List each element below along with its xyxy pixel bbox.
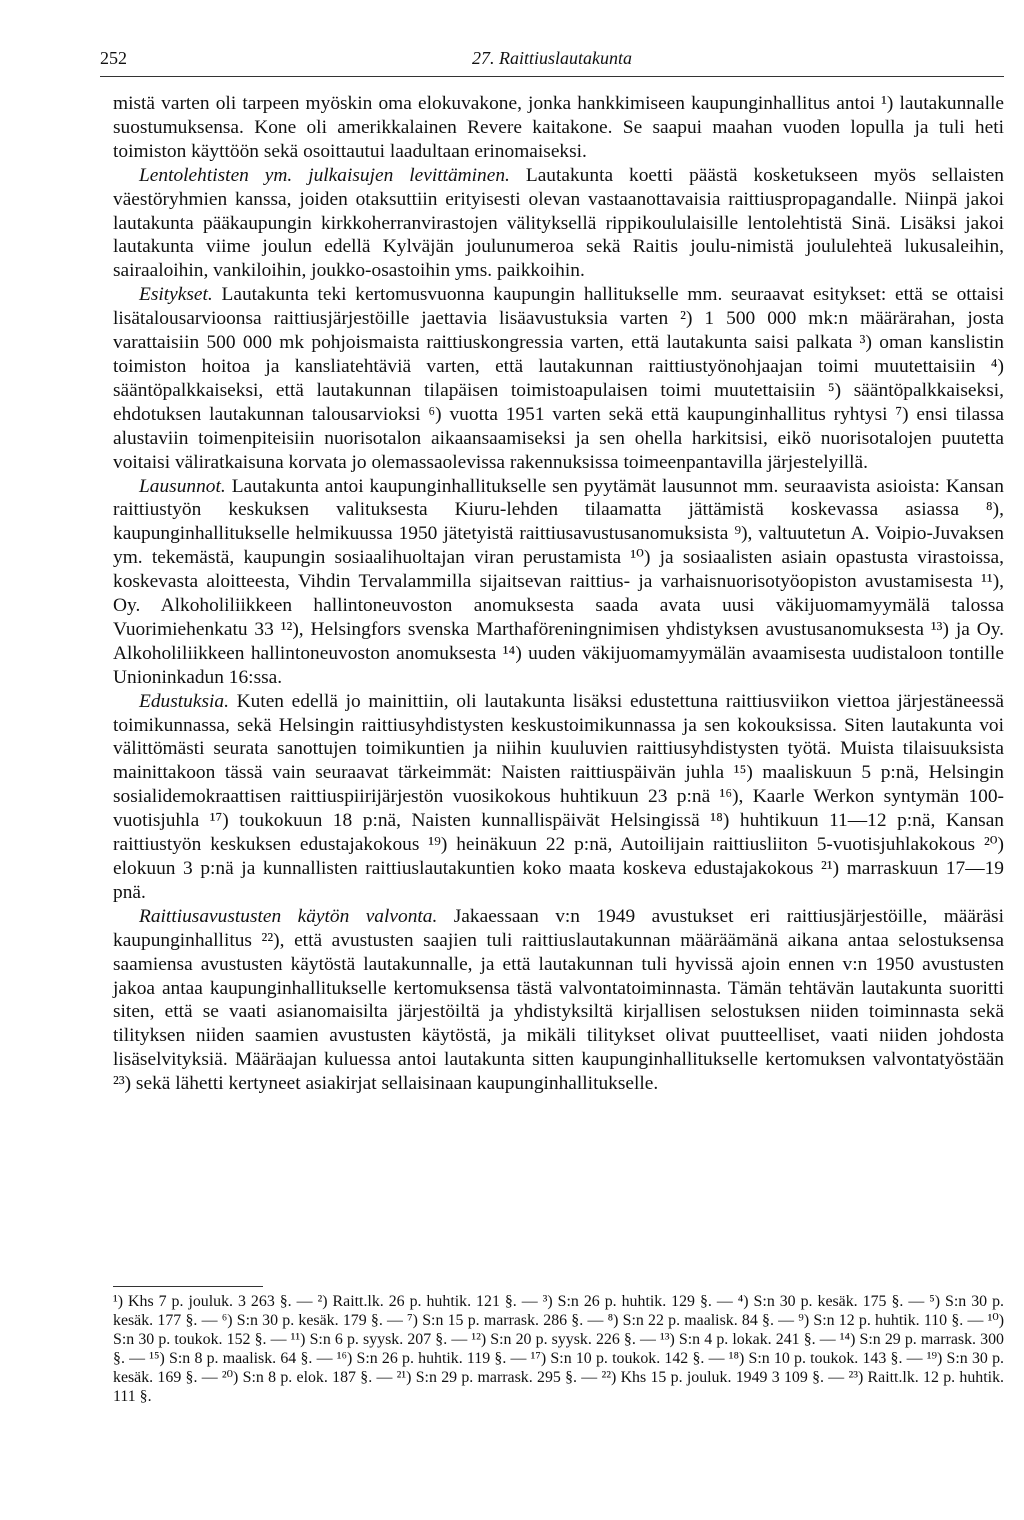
paragraph-text: Lautakunta teki kertomusvuonna kaupungin hallitukselle mm. seuraavat esitykset: että se ottaisi lisätalousarvioonsa raittiusjärjestöille jaettavia lisäavustuksia varten ²) 1 500 000 mk:n määrärahan, josta varattaisiin 500 000 mk pohjoismaista raittiuskongressia varten, että lautakunta saisi palkata ³) oman kanslistin toimiston hoitoa ja kansliatehtäviä varten, että lautakunnan raittiustyönohjaajan toimi muutettaisiin ⁴) sääntöpalkkaiseksi, että lautakunnan tilapäisen toimistoapulaisen toimi muutettaisiin ⁵) sääntöpalkkaiseksi, ehdotuksen lautakunnan talousarvioksi ⁶) vuotta 1951 varten sekä että kaupunginhallitus ryhtysi ⁷) ensi tilassa alustaviin toimenpiteisiin nuorisotalon aikaansaamiseksi ja sen ohella harkitsisi, eikö nuorisotalojen puutetta voitaisi väliratkaisuna korvata jo olemassaolevissa rakennuksissa toimeenpantavilla järjestelyillä. — [113, 284, 1004, 473]
footnotes — [113, 1293, 1004, 1406]
paragraph — [113, 164, 1004, 284]
page-header — [100, 44, 1004, 77]
body-text — [113, 92, 1004, 1096]
paragraph — [113, 92, 1004, 164]
section-heading: Edustuksia. — [139, 690, 229, 712]
section-heading: Lentolehtisten ym. julkaisujen levittäminen. — [139, 164, 510, 186]
paragraph — [113, 283, 1004, 474]
section-heading: Lausunnot. — [139, 475, 226, 497]
paragraph-text: Lautakunta antoi kaupunginhallitukselle sen pyytämät lausunnot mm. seuraavista asioista: Kansan raittiustyön keskuksen valituksesta Kiuru-lehden tilaamatta jättämistä koskevassa asiassa ⁸), kaupunginhallitukselle helmikuussa 1950 jätetyistä raittiusavustusanomuksista ⁹), valtuutetun A. Voipio-Juvaksen ym. tekemästä, kaupungin sosiaalihuoltajan viran perustamista ¹⁰) ja sosiaalisten asiain opastusta virastoissa, koskevasta aloitteesta, Vihdin Tervalammilla sijaitsevan raittius- ja varhaisnuorisotyöopiston avustamisesta ¹¹), Oy. Alkoholiliikkeen hallintoneuvoston anomuksesta saada avata uusi väkijuomamyymälä talossa Vuorimiehenkatu 33 ¹²), Helsingfors svenska Marthaföreningnimisen yhdistyksen avustusanomuksesta ¹³) ja Oy. Alkoholiliikkeen hallintoneuvoston anomuksesta ¹⁴) uuden väkijuomamyymälän avaamisesta uudistaloon tontille Unioninkadun 16:ssa. — [113, 475, 1004, 688]
page-number: 252 — [100, 48, 127, 68]
footnote-divider — [113, 1286, 263, 1287]
paragraph-text: Kuten edellä jo mainittiin, oli lautakunta lisäksi edustettuna raittiusviikon viettoa järjestäneessä toimikunnassa, sekä Helsingin raittiusyhdistysten keskustoimikunnassa ja sen kokouksissa. Siten lautakunta voi välittömästi seurata sanottujen toimikuntien ja niihin kuuluvien raittiusyhdistysten työtä. Muista tilaisuuksista mainittakoon tässä vain seuraavat tärkeimmät: Naisten raittiuspäivän juhla ¹⁵) maaliskuun 5 p:nä, Helsingin sosialidemokraattisen raittiuspiirijärjestön vuosikokous huhtikuun 23 p:nä ¹⁶), Kaarle Werkon syntymän 100-vuotisjuhla ¹⁷) toukokuun 18 p:nä, Naisten kunnallispäivät Helsingissä ¹⁸) huhtikuun 11—12 p:nä, Kansan raittiustyön keskuksen edustajakokous ¹⁹) heinäkuun 22 p:nä, Autoilijain raittiusliiton 5-vuotisjuhlakokous ²⁰) elokuun 3 p:nä ja kunnallisten raittiuslautakuntien koko maata koskeva edustajakokous ²¹) marraskuun 17—19 pnä. — [113, 690, 1004, 903]
paragraph-text: Lautakunta koetti päästä kosketukseen myös sellaisten väestöryhmien kanssa, joiden otaksuttiin erityisesti olevan vastaanottavaisia raittiuspropagandalle. Niinpä jakoi lautakunta pääkaupungin kirkkoherranvirastojen välityksellä rippikoululaisille lentolehtistä Sinä. Lisäksi jakoi lautakunta viime joulun edellä Kylväjän joulunumeroa sekä Raitis joulu-nimistä joululehteä lukusaleihin, sairaaloihin, vankiloihin, joukko-osastoihin yms. paikkoihin. — [113, 164, 1004, 282]
paragraph-text: Jakaessaan v:n 1949 avustukset eri raittiusjärjestöille, määräsi kaupunginhallitus ²²), että avustusten saajien tuli raittiuslautakunnan määräämänä aikana antaa selostuksensa saamiensa avustusten käytöstä lautakunnalle, ja että lautakunnan tuli hyvissä ajoin ennen v:n 1950 avustusten jakoa antaa kaupunginhallitukselle kertomuksensa tästä valvontatoiminnasta. Tämän tehtävän lautakunta suoritti siten, että se vaati asianomaisilta järjestöiltä ja yhdistyksiltä kirjallisen selostuksen niiden toiminnasta sekä tilityksen niiden saamien avustusten käytöstä, ja mikäli tilitykset olivat puutteelliset, vaati niiden johdosta lisäselvityksiä. Määräajan kuluessa antoi lautakunta sitten kaupunginhallitukselle kertomuksen valvontatyöstään ²³) sekä lähetti kertyneet asiakirjat sellaisinaan kaupunginhallitukselle. — [113, 905, 1004, 1095]
running-head: 27. Raittiuslautakunta — [472, 48, 632, 68]
paragraph-text: mistä varten oli tarpeen myöskin oma elokuvakone, jonka hankkimiseen kaupunginhallitus antoi ¹) lautakunnalle suostumuksensa. Kone oli amerikkalainen Revere kaitakone. Se saapui maahan vuoden lopulla ja tuli heti toimiston käyttöön sekä osoittautui laadultaan erinomaiseksi. — [113, 93, 1004, 162]
paragraph — [113, 905, 1004, 1096]
paragraph — [113, 475, 1004, 690]
footnote-text: ¹) Khs 7 p. jouluk. 3 263 §. — ²) Raitt.lk. 26 p. huhtik. 121 §. — ³) S:n 26 p. huhtik. 129 §. — ⁴) S:n 30 p. kesäk. 175 §. — ⁵) S:n 30 p. kesäk. 177 §. — ⁶) S:n 30 p. kesäk. 179 §. — ⁷) S:n 15 p. marrask. 286 §. — ⁸) S:n 22 p. maalisk. 84 §. — ⁹) S:n 12 p. huhtik. 110 §. — ¹⁰) S:n 30 p. toukok. 152 §. — ¹¹) S:n 6 p. syysk. 207 §. — ¹²) S:n 20 p. syysk. 226 §. — ¹³) S:n 4 p. lokak. 241 §. — ¹⁴) S:n 29 p. marrask. 300 §. — ¹⁵) S:n 8 p. maalisk. 64 §. — ¹⁶) S:n 26 p. huhtik. 119 §. — ¹⁷) S:n 10 p. toukok. 142 §. — ¹⁸) S:n 10 p. toukok. 143 §. — ¹⁹) S:n 30 p. kesäk. 169 §. — ²⁰) S:n 8 p. elok. 187 §. — ²¹) S:n 29 p. marrask. 295 §. — ²²) Khs 15 p. jouluk. 1949 3 109 §. — ²³) Raitt.lk. 12 p. huhtik. 111 §. — [113, 1293, 1004, 1405]
section-heading: Raittiusavustusten käytön valvonta. — [139, 905, 438, 927]
section-heading: Esitykset. — [139, 284, 213, 306]
paragraph — [113, 690, 1004, 905]
